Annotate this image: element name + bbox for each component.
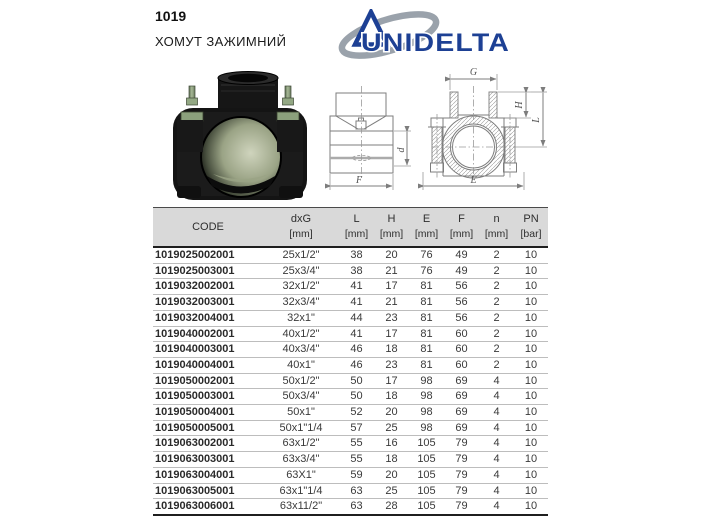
cell-value: 63 [339, 499, 374, 515]
spec-table-head [153, 208, 548, 248]
cell-value: 81 [409, 295, 444, 311]
table-row [153, 420, 548, 436]
cell-value: 49 [444, 263, 479, 279]
cell-value: 63 [339, 483, 374, 499]
cell-value: 38 [339, 247, 374, 263]
cell-value: 2 [479, 279, 514, 295]
cell-code: 1019063004001 [153, 467, 263, 483]
spec-table-body [153, 247, 548, 515]
cell-value: 105 [409, 467, 444, 483]
column-header-l: L [mm] [339, 208, 374, 248]
table-row [153, 295, 548, 311]
cell-value: 50x1"1/4 [263, 420, 339, 436]
cell-value: 10 [514, 483, 548, 499]
cell-value: 81 [409, 310, 444, 326]
cell-value: 4 [479, 389, 514, 405]
cell-value: 81 [409, 279, 444, 295]
cell-value: 105 [409, 483, 444, 499]
cell-value: 10 [514, 295, 548, 311]
cell-value: 20 [374, 467, 409, 483]
cell-value: 76 [409, 247, 444, 263]
cell-value: 32x3/4" [263, 295, 339, 311]
cell-value: 21 [374, 263, 409, 279]
cell-value: 79 [444, 452, 479, 468]
column-header-e: E [mm] [409, 208, 444, 248]
cell-value: 76 [409, 263, 444, 279]
cross-section-drawing [405, 60, 551, 202]
cell-value: 23 [374, 310, 409, 326]
cell-code: 1019040004001 [153, 357, 263, 373]
table-row [153, 436, 548, 452]
cell-value: 28 [374, 499, 409, 515]
cell-value: 2 [479, 247, 514, 263]
column-header-code: CODE [153, 208, 263, 248]
cell-value: 63x3/4" [263, 452, 339, 468]
cell-value: 98 [409, 373, 444, 389]
cell-value: 25x3/4" [263, 263, 339, 279]
cell-value: 105 [409, 499, 444, 515]
cell-value: 105 [409, 452, 444, 468]
cell-value: 40x1" [263, 357, 339, 373]
cell-value: 41 [339, 279, 374, 295]
column-header-f: F [mm] [444, 208, 479, 248]
cell-value: 98 [409, 420, 444, 436]
cell-value: 17 [374, 279, 409, 295]
dim-label-l: L [531, 117, 542, 123]
cell-value: 16 [374, 436, 409, 452]
table-row [153, 357, 548, 373]
cell-value: 79 [444, 467, 479, 483]
cell-value: 50x1/2" [263, 373, 339, 389]
cell-value: 81 [409, 357, 444, 373]
cell-value: 69 [444, 389, 479, 405]
cell-value: 55 [339, 436, 374, 452]
cell-value: 18 [374, 342, 409, 358]
cell-value: 4 [479, 499, 514, 515]
table-row [153, 405, 548, 421]
cell-code: 1019063005001 [153, 483, 263, 499]
cell-code: 1019063006001 [153, 499, 263, 515]
cell-value: 4 [479, 467, 514, 483]
cell-value: 50x3/4" [263, 389, 339, 405]
cell-value: 18 [374, 389, 409, 405]
cell-value: 32x1" [263, 310, 339, 326]
cell-value: 63x11/2" [263, 499, 339, 515]
cell-value: 81 [409, 342, 444, 358]
clamp-bolt-left [177, 86, 203, 152]
cell-value: 2 [479, 295, 514, 311]
cell-value: 10 [514, 357, 548, 373]
cell-code: 1019063003001 [153, 452, 263, 468]
cell-value: 10 [514, 326, 548, 342]
cell-value: 10 [514, 405, 548, 421]
table-row [153, 310, 548, 326]
cell-value: 10 [514, 389, 548, 405]
cell-value: 17 [374, 373, 409, 389]
cell-code: 1019050005001 [153, 420, 263, 436]
column-header-pn: PN [bar] [514, 208, 548, 248]
product-name: ХОМУТ ЗАЖИМНИЙ [155, 34, 287, 49]
column-header-h: H [mm] [374, 208, 409, 248]
cell-value: 10 [514, 499, 548, 515]
cell-value: 41 [339, 295, 374, 311]
column-header-n: n [mm] [479, 208, 514, 248]
cell-code: 1019063002001 [153, 436, 263, 452]
cell-value: 98 [409, 389, 444, 405]
cell-value: 52 [339, 405, 374, 421]
cell-code: 1019050002001 [153, 373, 263, 389]
cell-value: 40x3/4" [263, 342, 339, 358]
cell-value: 105 [409, 436, 444, 452]
cell-value: 2 [479, 263, 514, 279]
cell-value: 25x1/2" [263, 247, 339, 263]
cell-code: 1019032003001 [153, 295, 263, 311]
cell-value: 79 [444, 436, 479, 452]
cell-code: 1019025003001 [153, 263, 263, 279]
cell-value: 81 [409, 326, 444, 342]
cell-value: 20 [374, 405, 409, 421]
cell-value: 10 [514, 342, 548, 358]
cell-value: 63x1"1/4 [263, 483, 339, 499]
cell-code: 1019040003001 [153, 342, 263, 358]
cell-value: 46 [339, 342, 374, 358]
clamp-bolt-right [277, 86, 303, 152]
cell-value: 57 [339, 420, 374, 436]
cell-value: 50 [339, 389, 374, 405]
cell-value: 21 [374, 295, 409, 311]
cell-value: 79 [444, 499, 479, 515]
cell-value: 10 [514, 420, 548, 436]
cell-value: 20 [374, 247, 409, 263]
cell-value: 60 [444, 342, 479, 358]
dim-label-e: E [470, 175, 477, 186]
cell-value: 38 [339, 263, 374, 279]
clamp-foot-right [279, 186, 303, 198]
cell-value: 69 [444, 420, 479, 436]
cell-value: 10 [514, 310, 548, 326]
dim-label-d: d [396, 147, 407, 153]
cell-value: 10 [514, 279, 548, 295]
cell-value: 60 [444, 326, 479, 342]
cell-value: 2 [479, 357, 514, 373]
cell-value: 41 [339, 326, 374, 342]
table-row [153, 263, 548, 279]
table-row [153, 279, 548, 295]
cell-value: 44 [339, 310, 374, 326]
table-row [153, 326, 548, 342]
cell-value: 63X1" [263, 467, 339, 483]
cell-value: 18 [374, 452, 409, 468]
cell-value: 49 [444, 247, 479, 263]
spec-table [153, 207, 548, 516]
cell-value: 2 [479, 342, 514, 358]
cell-value: 50 [339, 373, 374, 389]
side-view-drawing [318, 78, 414, 202]
cell-value: 10 [514, 247, 548, 263]
cell-value: 4 [479, 452, 514, 468]
cell-value: 40x1/2" [263, 326, 339, 342]
dim-label-h: H [514, 101, 525, 109]
header-row [153, 208, 548, 248]
cell-value: 56 [444, 310, 479, 326]
cell-value: 69 [444, 373, 479, 389]
cell-value: 32x1/2" [263, 279, 339, 295]
cell-value: 4 [479, 483, 514, 499]
product-photo [165, 70, 315, 202]
table-row [153, 389, 548, 405]
product-code: 1019 [155, 8, 187, 24]
cell-code: 1019032004001 [153, 310, 263, 326]
cell-value: 10 [514, 467, 548, 483]
cell-value: 60 [444, 357, 479, 373]
cell-value: 46 [339, 357, 374, 373]
cell-value: 4 [479, 436, 514, 452]
cell-value: 98 [409, 405, 444, 421]
cell-value: 56 [444, 279, 479, 295]
cell-value: 10 [514, 263, 548, 279]
cell-code: 1019050003001 [153, 389, 263, 405]
table-row [153, 467, 548, 483]
cell-value: 56 [444, 295, 479, 311]
cell-code: 1019025002001 [153, 247, 263, 263]
cell-value: 63x1/2" [263, 436, 339, 452]
cell-value: 59 [339, 467, 374, 483]
cell-value: 50x1" [263, 405, 339, 421]
table-row [153, 483, 548, 499]
clamp-foot-left [177, 186, 201, 198]
cell-value: 10 [514, 373, 548, 389]
logo-text: UNIDELTA [361, 29, 510, 57]
cell-value: 4 [479, 373, 514, 389]
cell-value: 23 [374, 357, 409, 373]
cell-value: 2 [479, 326, 514, 342]
column-header-dxg: dxG [mm] [263, 208, 339, 248]
cell-value: 4 [479, 420, 514, 436]
cell-code: 1019032002001 [153, 279, 263, 295]
table-row [153, 247, 548, 263]
table-row [153, 373, 548, 389]
table-row [153, 499, 548, 515]
dim-label-f: F [355, 175, 363, 186]
cell-value: 17 [374, 326, 409, 342]
dim-label-g: G [469, 67, 478, 78]
cell-value: 10 [514, 436, 548, 452]
cell-value: 4 [479, 405, 514, 421]
unidelta-logo [337, 9, 513, 59]
cell-value: 69 [444, 405, 479, 421]
cell-code: 1019050004001 [153, 405, 263, 421]
table-row [153, 452, 548, 468]
cell-value: 25 [374, 420, 409, 436]
table-row [153, 342, 548, 358]
cell-value: 2 [479, 310, 514, 326]
cell-value: 25 [374, 483, 409, 499]
cell-value: 10 [514, 452, 548, 468]
cell-code: 1019040002001 [153, 326, 263, 342]
cell-value: 55 [339, 452, 374, 468]
cell-value: 79 [444, 483, 479, 499]
